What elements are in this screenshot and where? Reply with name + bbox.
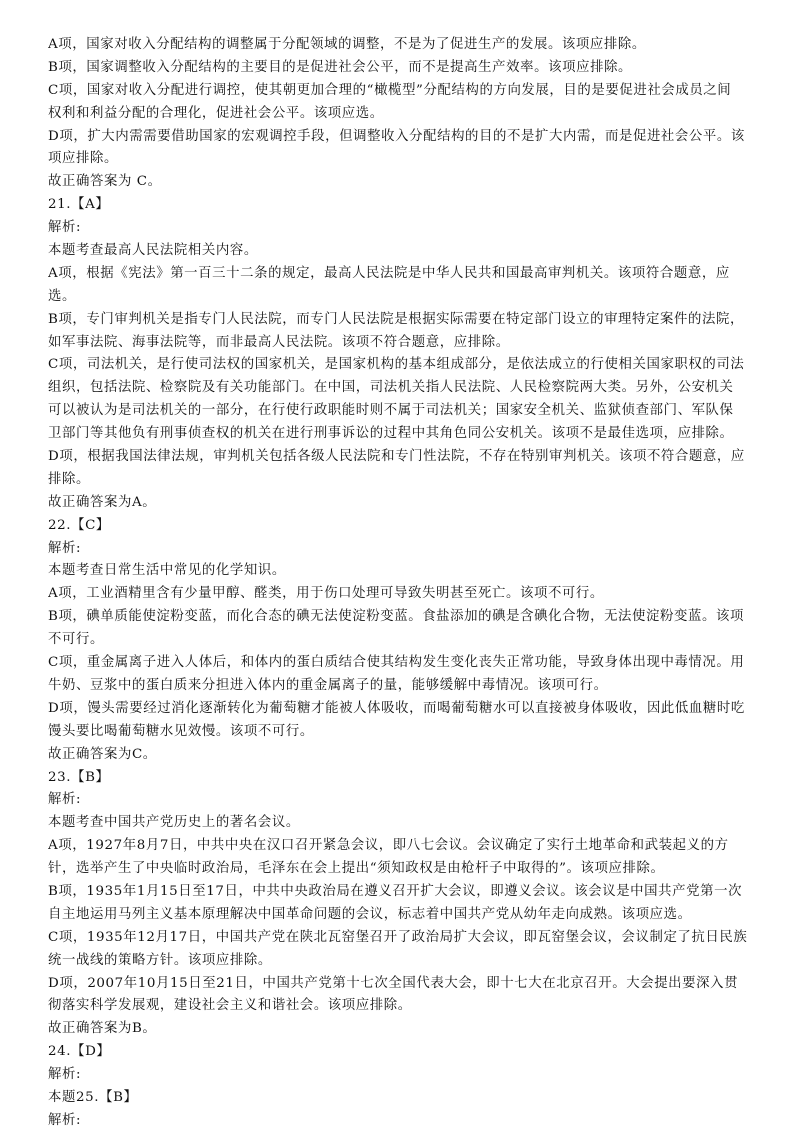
text-line: 组织，包括法院、检察院及有关功能部门。在中国，司法机关指人民法院、人民检察院两大类。另外，公安机关 <box>48 380 734 396</box>
question-number: 22.【C】 <box>48 517 110 533</box>
text-line: A项，1927年8月7日，中共中央在汉口召开紧急会议，即八七会议。会议确定了实行土地革命和武装起义的方 <box>48 838 729 854</box>
text-line: C项，国家对收入分配进行调控，使其朝更加合理的“橄榄型”分配结构的方向发展，目的是要促进社会成员之间 <box>48 82 732 98</box>
text-line: 牛奶、豆浆中的蛋白质来分担进入体内的重金属离子的量，能够缓解中毒情况。该项可行。 <box>48 677 608 693</box>
text-line: A项，工业酒精里含有少量甲醇、醛类，用于伤口处理可导致失明甚至死亡。该项不可行。 <box>48 586 604 602</box>
analysis-label: 解析: <box>48 792 82 808</box>
analysis-label: 解析: <box>48 1112 82 1128</box>
text-line: 选。 <box>48 288 76 304</box>
text-line: 不可行。 <box>48 632 104 648</box>
text-line: 卫部门等其他负有刑事侦查权的机关在进行刑事诉讼的过程中其角色同公安机关。该项不是最佳选项，应排除。 <box>48 426 734 442</box>
text-line: D项，扩大内需需要借助国家的宏观调控手段，但调整收入分配结构的目的不是扩大内需，而是促进社会公平。该 <box>48 128 745 144</box>
answer-analysis-document <box>48 34 760 1133</box>
text-line: C项，司法机关，是行使司法权的国家机关，是国家机构的基本组成部分，是依法成立的行使相关国家职权的司法 <box>48 357 745 373</box>
text-line: D项，2007年10月15日至21日，中国共产党第十七次全国代表大会，即十七大在北京召开。大会提出要深入贯 <box>48 975 739 991</box>
question-number: 24.【D】 <box>48 1044 111 1060</box>
text-line: 自主地运用马列主义基本原理解决中国革命问题的会议，标志着中国共产党从幼年走向成熟。该项应选。 <box>48 906 692 922</box>
text-line: C项，1935年12月17日，中国共产党在陕北瓦窑堡召开了政治局扩大会议，即瓦窑堡会议，会议制定了抗日民族 <box>48 929 748 945</box>
question-number: 21.【A】 <box>48 197 110 213</box>
answer-line: 故正确答案为A。 <box>48 494 157 510</box>
text-line: 本题考查日常生活中常见的化学知识。 <box>48 563 286 579</box>
answer-line: 故正确答案为B。 <box>48 1021 157 1037</box>
text-line: 可以被认为是司法机关的一部分，在行使行政职能时则不属于司法机关；国家安全机关、监狱侦查部门、军队保 <box>48 403 734 419</box>
text-line: 本题25.【B】 <box>48 1089 138 1105</box>
answer-line: 故正确答案为C。 <box>48 746 157 762</box>
analysis-label: 解析: <box>48 540 82 556</box>
text-line: B项，1935年1月15日至17日，中共中央政治局在遵义召开扩大会议，即遵义会议。该会议是中国共产党第一次 <box>48 883 743 899</box>
text-line: A项，根据《宪法》第一百三十二条的规定，最高人民法院是中华人民共和国最高审判机关。该项符合题意，应 <box>48 265 730 281</box>
analysis-label: 解析: <box>48 1067 82 1083</box>
text-line: 统一战线的策略方针。该项应排除。 <box>48 952 272 968</box>
text-line: 本题考查中国共产党历史上的著名会议。 <box>48 815 300 831</box>
text-line: 馒头要比喝葡萄糖水见效慢。该项不可行。 <box>48 723 314 739</box>
text-line: B项，碘单质能使淀粉变蓝，而化合态的碘无法使淀粉变蓝。食盐添加的碘是含碘化合物，无法使淀粉变蓝。该项 <box>48 609 744 625</box>
text-line: 排除。 <box>48 471 90 487</box>
text-line: 如军事法院、海事法院等，而非最高人民法院。该项不符合题意，应排除。 <box>48 334 510 350</box>
text-line: 权利和利益分配的合理化，促进社会公平。该项应选。 <box>48 105 384 121</box>
text-line: C项，重金属离子进入人体后，和体内的蛋白质结合使其结构发生变化丧失正常功能，导致身体出现中毒情况。用 <box>48 655 745 671</box>
text-line: A项，国家对收入分配结构的调整属于分配领域的调整，不是为了促进生产的发展。该项应排除。 <box>48 37 646 52</box>
text-line: D项，馒头需要经过消化逐渐转化为葡萄糖才能被人体吸收，而喝葡萄糖水可以直接被身体吸收，因此低血糖时吃 <box>48 700 745 716</box>
text-line: B项，专门审判机关是指专门人民法院，而专门人民法院是根据实际需要在特定部门设立的审理特定案件的法院， <box>48 311 744 327</box>
answer-line: 故正确答案为 C。 <box>48 174 162 190</box>
question-number: 23.【B】 <box>48 769 110 785</box>
text-line: 针，选举产生了中央临时政治局，毛泽东在会上提出“须知政权是由枪杆子中取得的”。该项应排除。 <box>48 861 665 877</box>
text-line: 彻落实科学发展观，建设社会主义和谐社会。该项应排除。 <box>48 998 412 1014</box>
text-line: 本题考查最高人民法院相关内容。 <box>48 243 258 259</box>
text-line: 项应排除。 <box>48 151 118 167</box>
text-line: D项，根据我国法律法规，审判机关包括各级人民法院和专门性法院，不存在特别审判机关。该项不符合题意，应 <box>48 449 745 465</box>
text-line: B项，国家调整收入分配结构的主要目的是促进社会公平，而不是提高生产效率。该项应排除。 <box>48 59 633 75</box>
analysis-label: 解析: <box>48 220 82 236</box>
